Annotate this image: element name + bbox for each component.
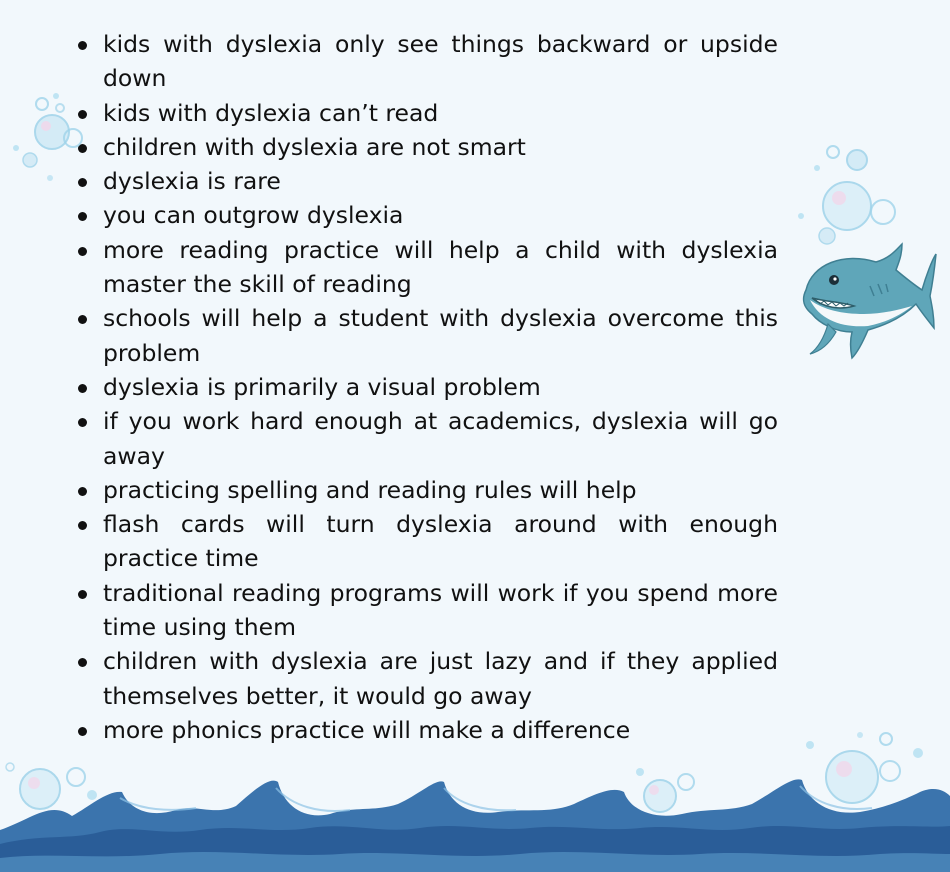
list-item-text: if you work hard enough at academics, dyslexia will go away <box>103 407 778 470</box>
bullet-icon <box>78 590 87 599</box>
list-item-text: schools will help a student with dyslexia overcome this problem <box>103 304 778 367</box>
list-item-text: dyslexia is rare <box>103 167 281 196</box>
list-item <box>73 130 778 164</box>
list-item <box>73 644 778 713</box>
bullet-icon <box>78 41 87 50</box>
bullet-icon <box>78 247 87 256</box>
bullet-icon <box>78 658 87 667</box>
list-item-text: children with dyslexia are just lazy and if they applied themselves better, it would go away <box>103 647 778 710</box>
list-item-text: you can outgrow dyslexia <box>103 201 404 230</box>
list-item <box>73 473 778 507</box>
list-item <box>73 233 778 302</box>
list-item-text: more phonics practice will make a difference <box>103 715 631 744</box>
bullet-icon <box>78 418 87 427</box>
list-item-text: children with dyslexia are not smart <box>103 132 526 161</box>
list-item-text: more reading practice will help a child with dyslexia master the skill of reading <box>103 235 778 299</box>
list-item-text: kids with dyslexia can’t read <box>103 98 439 127</box>
list-item <box>73 370 778 404</box>
list-item <box>73 507 778 576</box>
list-item <box>73 27 778 96</box>
bullet-icon <box>78 212 87 221</box>
misconceptions-list <box>73 27 778 747</box>
list-item-text: dyslexia is primarily a visual problem <box>103 372 541 401</box>
list-item-text: flash cards will turn dyslexia around with enough practice time <box>103 510 778 573</box>
list-item <box>73 164 778 198</box>
bubble-cluster-icon <box>10 90 90 190</box>
bubble-cluster-icon <box>795 140 915 250</box>
list-item <box>73 713 778 747</box>
bullet-icon <box>78 727 87 736</box>
list-item <box>73 96 778 130</box>
ocean-waves-icon <box>0 770 950 872</box>
list-item <box>73 198 778 232</box>
list-item <box>73 404 778 473</box>
list-item <box>73 576 778 645</box>
list-item-text: practicing spelling and reading rules will help <box>103 475 637 504</box>
bullet-icon <box>78 487 87 496</box>
bullet-icon <box>78 384 87 393</box>
bullet-icon <box>78 521 87 530</box>
shark-icon <box>798 240 938 365</box>
bullet-icon <box>78 315 87 324</box>
list-item-text: traditional reading programs will work if you spend more time using them <box>103 578 778 642</box>
list-item-text: kids with dyslexia only see things backward or upside down <box>103 30 778 93</box>
list-item <box>73 301 778 370</box>
